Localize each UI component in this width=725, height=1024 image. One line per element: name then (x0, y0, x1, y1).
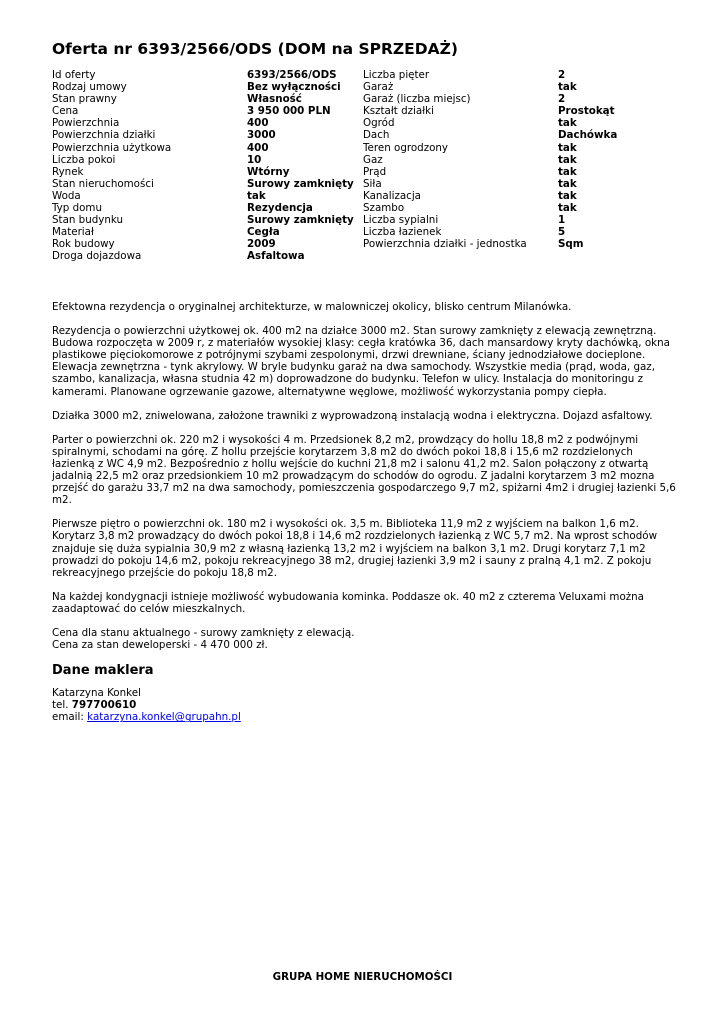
property-value: Surowy zamknięty (247, 177, 354, 190)
footer-company-name: GRUPA HOME NIERUCHOMOŚCI (272, 971, 453, 983)
page-title: Oferta nr 6393/2566/ODS (DOM na SPRZEDAŻ) (52, 40, 458, 58)
property-label: Powierzchnia użytkowa (52, 141, 172, 154)
property-row (52, 178, 658, 190)
properties-table (52, 69, 658, 263)
property-value: 2009 (247, 238, 276, 251)
property-row (52, 202, 658, 214)
property-label: Typ domu (52, 202, 102, 215)
price-note-current: Cena dla stanu aktualnego - surowy zamknięty z elewacją. (52, 626, 355, 639)
property-value (558, 250, 658, 262)
property-value: Asfaltowa (247, 250, 305, 263)
property-label: Teren ogrodzony (363, 141, 449, 154)
property-label: Szambo (363, 202, 405, 215)
property-label: Rok budowy (52, 238, 115, 251)
property-value: 2 (558, 93, 566, 106)
property-label: Kształt działki (363, 105, 434, 118)
offer-description (52, 301, 677, 724)
property-label: Garaż (363, 81, 394, 94)
property-row (52, 69, 658, 81)
property-value: Wtórny (247, 165, 290, 178)
property-row (52, 238, 658, 250)
property-value: 6393/2566/ODS (247, 69, 337, 81)
phone-number: 797700610 (71, 699, 137, 712)
property-row (52, 142, 658, 154)
property-label: Liczba pięter (363, 69, 430, 81)
property-label: Droga dojazdowa (52, 250, 142, 263)
property-label: Stan nieruchomości (52, 177, 154, 190)
property-value: Sqm (558, 238, 584, 251)
description-paragraph: Rezydencja o powierzchni użytkowej ok. 400 m2 na działce 3000 m2. Stan surowy zamknięty z elewacją zewnętrzną. Budowa rozpoczęta w 2009 r, z materiałów wysokiej klasy: cegła kratówka 36, dach mansardowy kryty dachówką, okna plastikowe pięciokomorowe z potrójnymi szybami zespolonymi, drzwi drewniane, ściany jednodziałowe docieplone. Elewacja zewnętrzna - tynk akrylowy. W bryle budynku garaż na dwa samochody. Wszystkie media (prąd, woda, gaz, szambo, kanalizacja, własna studnia 42 m) doprowadzone do budynku. Telefon w ulicy. Instalacja do monitoringu z kamerami. Planowane ogrzewanie gazowe, alternatywne węglowe, możliwość wykorzystania pompy ciepła. (52, 325, 670, 398)
property-value: Surowy zamknięty (247, 214, 354, 227)
property-row (52, 166, 658, 178)
price-note (52, 627, 677, 651)
property-label: Siła (363, 177, 382, 190)
property-label: Kanalizacja (363, 189, 421, 202)
broker-email (52, 711, 677, 723)
property-label: Garaż (liczba miejsc) (363, 93, 471, 106)
property-value: Dachówka (558, 129, 618, 142)
property-row (52, 105, 658, 117)
property-value: tak (558, 117, 577, 130)
property-value: tak (558, 141, 577, 154)
property-label: Stan budynku (52, 214, 124, 227)
property-value: tak (558, 189, 577, 202)
property-label: Ogród (363, 117, 395, 130)
property-row (52, 93, 658, 105)
property-label: Id oferty (52, 69, 96, 81)
description-paragraph: Pierwsze piętro o powierzchni ok. 180 m2 i wysokości ok. 3,5 m. Biblioteka 11,9 m2 z wyjściem na balkon 1,6 m2. Korytarz 3,8 m2 prowadzący do dwóch pokoi 18,8 i 14,6 m2 rozdzielonych łazienką z WC 5,7 m2. Na wprost schodów znajduje się duża sypialnia 30,9 m2 z własną łazienką 13,2 m2 i wyjściem na balkon 3,1 m2. Drugi korytarz 7,1 m2 prowadzi do pokoju 14,6 m2, pokoju rekreacyjnego 38 m2, drugiej łazienki 3,9 m2 i sauny z pralną 4,1 m2. Z pokoju rekreacyjnego przejście do pokoju 18,8 m2. (52, 518, 657, 579)
property-value: Bez wyłączności (247, 81, 341, 94)
property-row (52, 117, 658, 129)
property-value: Prostokąt (558, 105, 615, 118)
email-link[interactable]: katarzyna.konkel@grupahn.pl (87, 711, 241, 724)
property-value: Rezydencja (247, 202, 313, 215)
property-value: tak (558, 177, 577, 190)
property-label: Liczba sypialni (363, 214, 439, 227)
property-value: 400 (247, 117, 269, 130)
property-label: Powierzchnia działki - jednostka (363, 238, 527, 251)
property-value: 1 (558, 214, 566, 227)
property-value: 5 (558, 226, 566, 239)
property-label: Woda (52, 189, 81, 202)
property-value: tak (558, 165, 577, 178)
property-label: Gaz (363, 153, 383, 166)
broker-name: Katarzyna Konkel (52, 687, 141, 700)
property-row (52, 129, 658, 141)
property-row (52, 154, 658, 166)
description-paragraph: Parter o powierzchni ok. 220 m2 i wysokości 4 m. Przedsionek 8,2 m2, prowdzący do hollu 18,8 m2 z podwójnymi spiralnymi, schodami na górę. Z hollu przejście korytarzem 3,8 m2 do dwóch pokoi 18,8 i 15,6 m2 rozdzielonych łazienką z WC 4,9 m2. Bezpośrednio z hollu wejście do kuchni 21,8 m2 i salonu 41,2 m2. Salon połączony z otwartą jadalnią 22,5 m2 oraz przedsionkiem 10 m2 prowadzącym do schodów do ogrodu. Z jadalni korytarzem 3 m2 mozna przejść do garażu 33,7 m2 na dwa samochody, pomieszczenia gospodarczego 9,7 m2, spiżarni 4m2 i drugiej łazienki 5,6 m2. (52, 433, 676, 507)
property-value: tak (558, 153, 577, 166)
property-label: Cena (52, 105, 79, 118)
property-value: 400 (247, 141, 269, 154)
phone-label: tel. (52, 699, 69, 712)
property-label: Materiał (52, 226, 94, 239)
price-note-developer: Cena za stan deweloperski - 4 470 000 zł. (52, 639, 268, 652)
description-paragraph: Działka 3000 m2, zniwelowana, założone trawniki z wyprowadzoną instalacją wodna i elektryczna. Dojazd asfaltowy. (52, 409, 653, 422)
property-label: Liczba łazienek (363, 226, 442, 239)
broker-details (52, 687, 677, 723)
property-label: Stan prawny (52, 93, 117, 106)
property-value: tak (558, 202, 577, 215)
property-label: Rynek (52, 165, 84, 178)
property-label: Powierzchnia działki (52, 129, 156, 142)
property-row (52, 190, 658, 202)
property-value: Cegła (247, 226, 280, 239)
property-label: Powierzchnia (52, 117, 120, 130)
property-value: tak (247, 189, 266, 202)
property-row (52, 250, 658, 262)
broker-heading: Dane maklera (52, 663, 154, 679)
property-value: 2 (558, 69, 566, 81)
property-label (363, 250, 558, 262)
property-row (52, 214, 658, 226)
property-value: Własność (247, 93, 302, 106)
property-value: 3 950 000 PLN (247, 105, 331, 118)
property-value: 3000 (247, 129, 276, 142)
property-label: Dach (363, 129, 390, 142)
property-row (52, 81, 658, 93)
property-label: Liczba pokoi (52, 153, 116, 166)
description-paragraph: Efektowna rezydencja o oryginalnej architekturze, w malowniczej okolicy, blisko centrum Milanówka. (52, 301, 572, 313)
property-value: 10 (247, 153, 262, 166)
description-paragraph: Na każdej kondygnacji istnieje możliwość wybudowania kominka. Poddasze ok. 40 m2 z czterema Veluxami można zaadaptować do celów mieszkalnych. (52, 590, 644, 615)
property-label: Prąd (363, 165, 387, 178)
broker-phone (52, 699, 677, 711)
email-label: email: (52, 711, 84, 724)
property-row (52, 226, 658, 238)
property-label: Rodzaj umowy (52, 81, 127, 94)
property-value: tak (558, 81, 577, 94)
